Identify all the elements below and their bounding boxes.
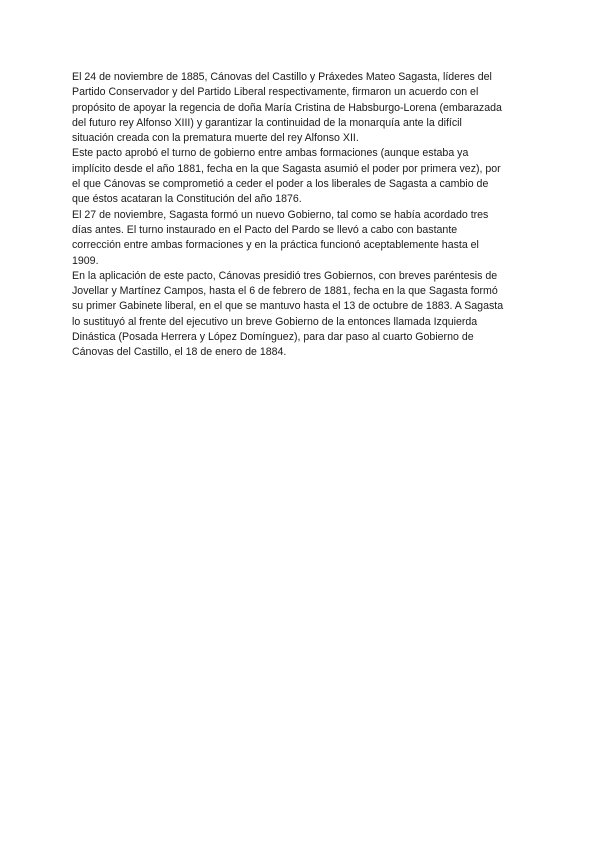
paragraph-line: situación creada con la prematura muerte del rey Alfonso XII.: [72, 132, 359, 145]
paragraph-line: del futuro rey Alfonso XIII) y garantizar la continuidad de la monarquía ante la difícil: [72, 116, 462, 129]
paragraph-line: 1909.: [72, 254, 99, 267]
paragraph-3: [72, 208, 528, 269]
paragraph-line: El 27 de noviembre, Sagasta formó un nuevo Gobierno, tal como se había acordado tres: [72, 208, 489, 221]
paragraph-line: Partido Conservador y del Partido Liberal respectivamente, firmaron un acuerdo con el: [72, 86, 479, 99]
paragraph-line: corrección entre ambas formaciones y en la práctica funcionó aceptablemente hasta el: [72, 239, 479, 252]
paragraph-line: Cánovas del Castillo, el 18 de enero de 1884.: [72, 346, 287, 359]
paragraph-4: [72, 269, 528, 361]
document-body: [72, 70, 528, 361]
paragraph-line: Este pacto aprobó el turno de gobierno entre ambas formaciones (aunque estaba ya: [72, 147, 469, 160]
paragraph-line: propósito de apoyar la regencia de doña María Cristina de Habsburgo-Lorena (embarazada: [72, 101, 502, 114]
paragraph-line: su primer Gabinete liberal, en el que se mantuvo hasta el 13 de octubre de 1883. A Sagasta: [72, 300, 504, 313]
paragraph-line: lo sustituyó al frente del ejecutivo un breve Gobierno de la entonces llamada Izquierda: [72, 315, 478, 328]
paragraph-line: El 24 de noviembre de 1885, Cánovas del Castillo y Práxedes Mateo Sagasta, líderes del: [72, 71, 492, 83]
paragraph-line: Jovellar y Martínez Campos, hasta el 6 de febrero de 1881, fecha en la que Sagasta formó: [72, 285, 498, 298]
paragraph-line: En la aplicación de este pacto, Cánovas presidió tres Gobiernos, con breves paréntesis de: [72, 269, 498, 282]
paragraph-line: días antes. El turno instaurado en el Pacto del Pardo se llevó a cabo con bastante: [72, 223, 458, 236]
paragraph-line: que éstos acataran la Constitución del año 1876.: [72, 193, 302, 206]
paragraph-line: implícito desde el año 1881, fecha en la que Sagasta asumió el poder por primera vez), por: [72, 162, 501, 175]
paragraph-2: [72, 146, 528, 207]
paragraph-1: [72, 70, 528, 146]
paragraph-line: el que Cánovas se comprometió a ceder el poder a los liberales de Sagasta a cambio de: [72, 178, 489, 191]
paragraph-line: Dinástica (Posada Herrera y López Domínguez), para dar paso al cuarto Gobierno de: [72, 331, 474, 344]
